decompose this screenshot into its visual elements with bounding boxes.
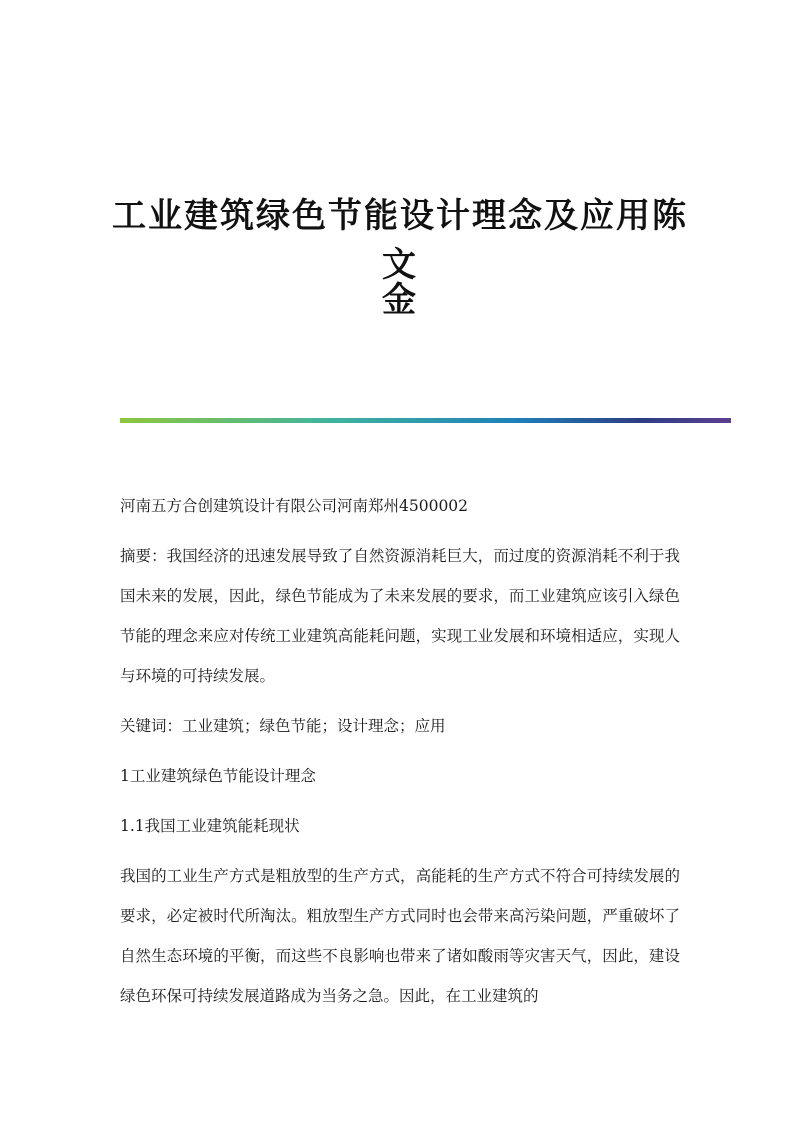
abstract-paragraph: 摘要：我国经济的迅速发展导致了自然资源消耗巨大，而过度的资源消耗不利于我国未来的发展，因此，绿色节能成为了未来发展的要求，而工业建筑应该引入绿色节能的理念来应对传统工业建筑高能耗问题，实现工业发展和环境相适应，实现人与环境的可持续发展。	[120, 547, 680, 685]
author-affiliation: 河南五方合创建筑设计有限公司河南郑州4500002	[120, 497, 469, 515]
section-heading-1: 1工业建筑绿色节能设计理念	[120, 767, 316, 785]
body-paragraph: 我国的工业生产方式是粗放型的生产方式，高能耗的生产方式不符合可持续发展的要求，必定被时代所淘汰。粗放型生产方式同时也会带来高污染问题，严重破坏了自然生态环境的平衡，而这些不良影响也带来了诸如酸雨等灾害天气，因此，建设绿色环保可持续发展道路成为当务之急。因此，在工业建筑的	[120, 867, 680, 1005]
gradient-divider	[120, 418, 731, 423]
paper-title-line-2: 金	[382, 280, 418, 320]
section-heading-1-1: 1.1我国工业建筑能耗现状	[120, 817, 300, 835]
keywords-line: 关键词：工业建筑；绿色节能；设计理念；应用	[120, 717, 446, 735]
paper-title-line-1: 工业建筑绿色节能设计理念及应用陈文	[112, 196, 688, 285]
